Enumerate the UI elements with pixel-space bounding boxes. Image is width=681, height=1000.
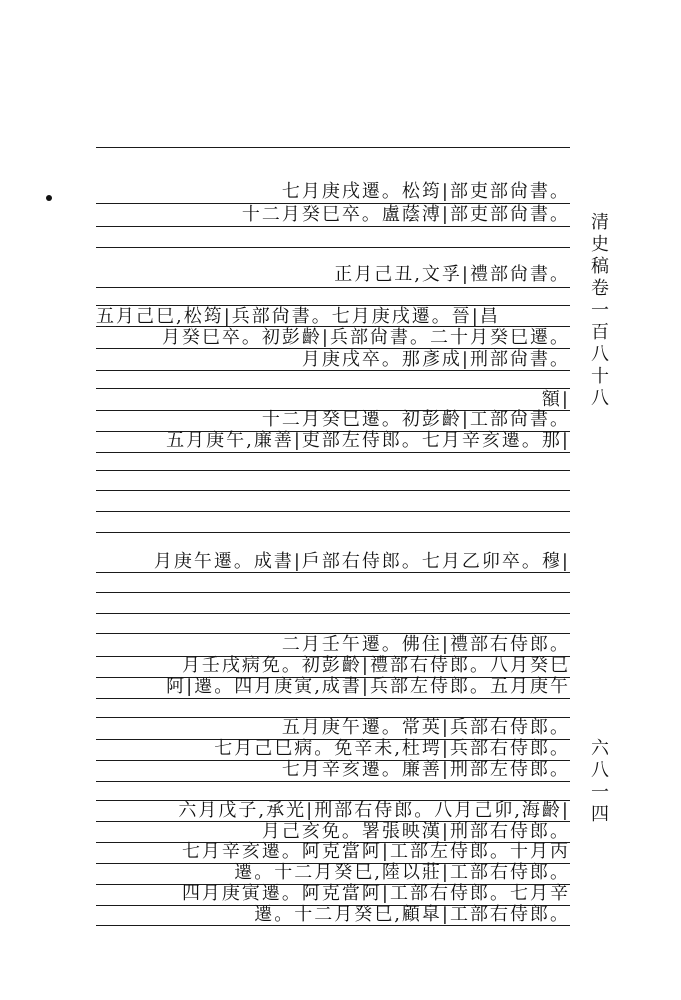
table-row: 阿|遷。四月庚寅,成書|兵部左侍郎。五月庚午: [166, 676, 570, 697]
ink-dot: [46, 195, 52, 201]
table-row: 遷。十二月癸巳,顧皐|工部右侍郎。: [254, 904, 570, 925]
table-row: [96, 511, 570, 535]
table-row: 額|: [541, 389, 570, 410]
table-row: 二月壬午遷。佛住|禮部右侍郎。: [281, 634, 570, 655]
table-row: [96, 592, 570, 616]
table-rule: [96, 147, 570, 148]
table-row: 月己亥免。署張映漢|刑部右侍郎。: [261, 821, 570, 842]
table-row: 七月辛亥遷。阿克當阿|工部左侍郎。十月丙: [181, 841, 570, 862]
table-row: 月庚戌卒。那彥成|刑部尙書。: [301, 349, 570, 370]
table-row: 正月己丑,文孚|禮部尙書。: [334, 264, 570, 285]
table-row: 七月辛亥遷。廉善|刑部左侍郎。: [281, 759, 570, 780]
table-row: 十二月癸巳卒。盧蔭溥|部吏部尙書。: [241, 204, 570, 225]
table-row: [96, 226, 570, 250]
table-row: 四月庚寅遷。阿克當阿|工部右侍郎。七月辛: [181, 883, 570, 904]
table-row: 十二月癸巳遷。初彭齡|工部尙書。: [261, 409, 570, 430]
page-number: 六八一四: [588, 738, 609, 826]
table-row: 六月戊子,承光|刑部右侍郎。八月己卯,海齡|: [178, 800, 570, 821]
table-row: 遷。十二月癸巳,陸以莊|工部右侍郎。: [234, 862, 570, 883]
table-row: 月癸巳卒。初彭齡|兵部尙書。二十月癸巳遷。: [161, 327, 570, 348]
table-row: 七月庚戌遷。松筠|部吏部尙書。: [281, 181, 570, 202]
table-row: 五月庚午遷。常英|兵部右侍郎。: [281, 717, 570, 738]
table-row: 月壬戌病免。初彭齡|禮部右侍郎。八月癸巳: [181, 655, 570, 676]
table-row: 七月己巳病。免辛未,杜堮|兵部右侍郎。: [214, 738, 570, 759]
margin-title: 清史稿卷一百八十八: [588, 212, 609, 410]
table-row: 五月己巳,松筠|兵部尙書。七月庚戌遷。晉|昌: [96, 306, 500, 327]
table-row: 月庚午遷。成書|戶部右侍郎。七月乙卯卒。穆|: [153, 551, 570, 572]
table-row: 五月庚午,廉善|吏部左侍郎。七月辛亥遷。那|: [166, 430, 570, 451]
